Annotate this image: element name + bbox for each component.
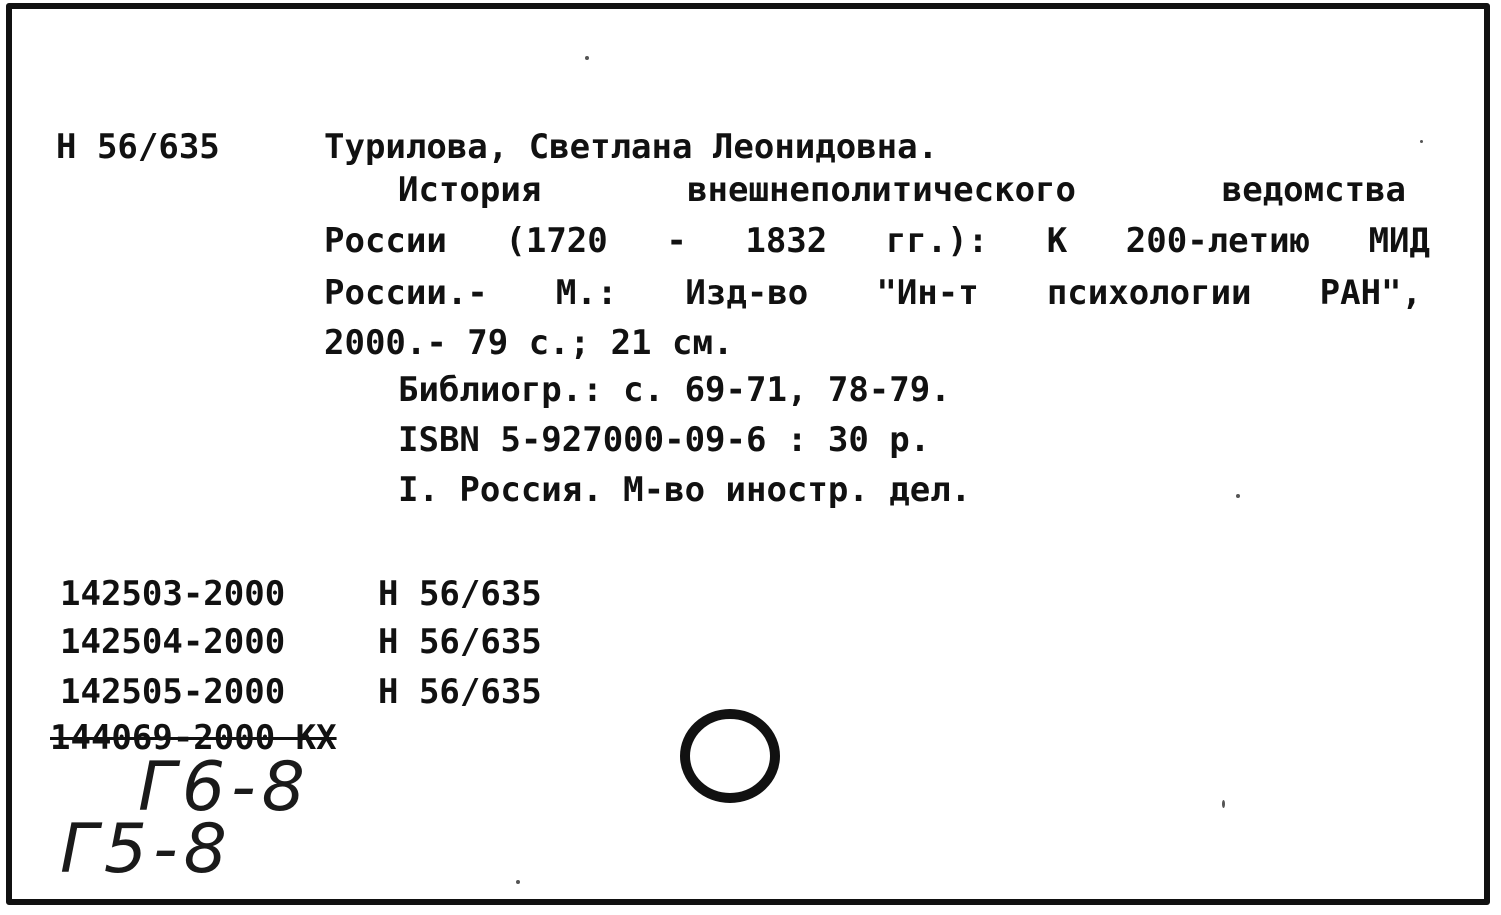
accession-number: 142504-2000 xyxy=(60,622,286,662)
title-word: ведомства xyxy=(1221,170,1406,210)
bibliography-note: Библиогр.: с. 69-71, 78-79. xyxy=(398,370,951,410)
accession-mark: Н 56/635 xyxy=(378,622,542,662)
title-line-1 xyxy=(398,170,1406,210)
title-word: 1832 xyxy=(745,221,828,261)
accession-mark: Н 56/635 xyxy=(378,574,542,614)
subject-entry: I. Россия. М-во иностр. дел. xyxy=(398,470,972,510)
title-word: МИД xyxy=(1368,221,1430,261)
punch-hole-circle xyxy=(672,706,792,810)
author-heading: Турилова, Светлана Леонидовна. xyxy=(324,127,939,167)
title-word: (1720 xyxy=(505,221,608,261)
scan-speck xyxy=(1222,800,1225,808)
title-word: внешнеполитического xyxy=(687,170,1076,210)
title-word: "Ин-т xyxy=(876,273,979,313)
scan-speck xyxy=(1236,494,1240,498)
title-word: История xyxy=(398,170,542,210)
struck-accession: 144069-2000 КХ xyxy=(50,718,337,758)
title-word: М.: xyxy=(555,273,618,313)
handwritten-note-2: Г5-8 xyxy=(60,810,233,889)
title-word: 200-летию xyxy=(1125,221,1311,261)
title-word: России.- xyxy=(324,273,488,313)
title-word: Изд-во xyxy=(685,273,809,313)
scan-speck xyxy=(1420,140,1423,143)
title-word: - xyxy=(666,221,687,261)
scan-speck xyxy=(585,56,589,60)
title-word: РАН", xyxy=(1319,273,1422,313)
accession-number: 142505-2000 xyxy=(60,672,286,712)
scan-speck xyxy=(516,880,520,884)
title-word: гг.): xyxy=(885,221,989,261)
title-line-2 xyxy=(324,221,1430,261)
accession-mark: Н 56/635 xyxy=(378,672,542,712)
title-word: России xyxy=(324,221,447,261)
title-word: К xyxy=(1046,221,1068,261)
imprint: 2000.- 79 с.; 21 см. xyxy=(324,323,734,363)
handwritten-note-1: Г6-8 xyxy=(138,748,311,827)
shelf-mark: Н 56/635 xyxy=(56,127,220,167)
title-line-3 xyxy=(324,273,1422,313)
title-word: психологии xyxy=(1046,273,1252,313)
accession-number: 142503-2000 xyxy=(60,574,286,614)
isbn-note: ISBN 5-927000-09-6 : 30 р. xyxy=(398,420,931,460)
